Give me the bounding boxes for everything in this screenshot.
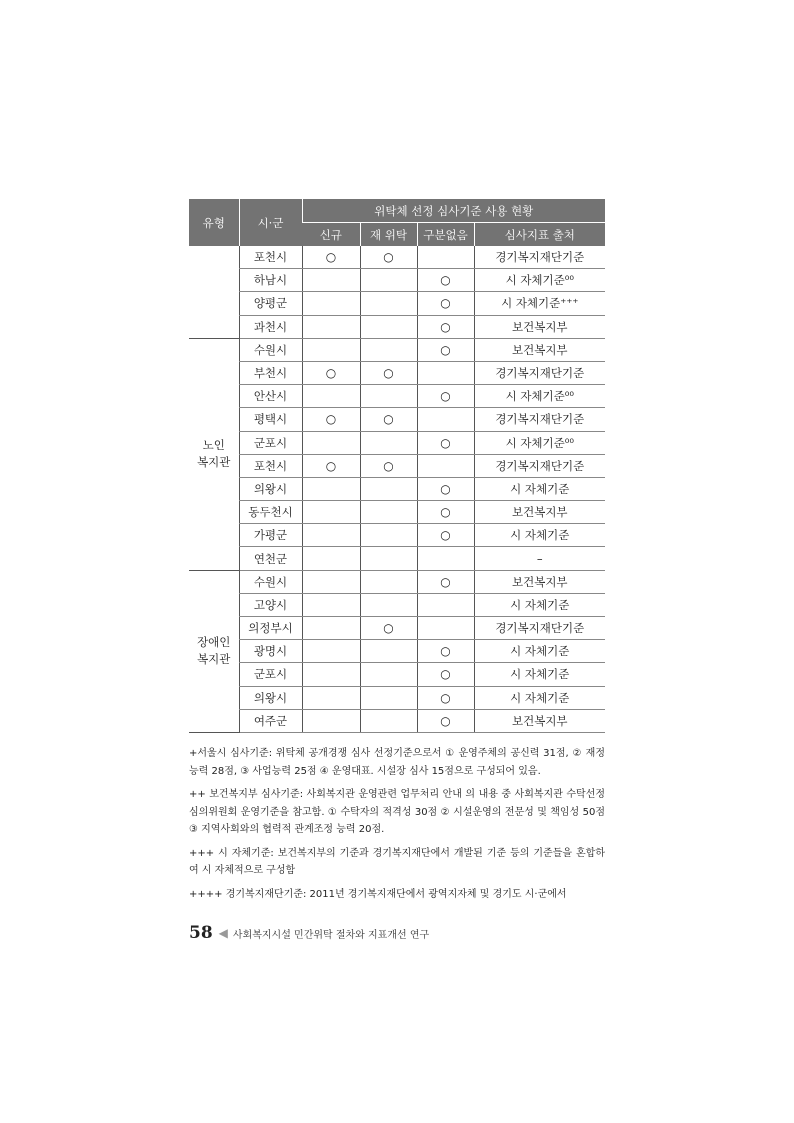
new-cell: ○ <box>302 361 360 384</box>
none-cell <box>417 408 474 431</box>
facility-type-cell: 노인 복지관 <box>189 338 239 570</box>
table-row <box>189 686 605 709</box>
table-row <box>189 547 605 570</box>
city-cell: 포천시 <box>239 454 302 477</box>
footnote: +++ 시 자체기준: 보건복지부의 기준과 경기복지재단에서 개발된 기준 등의 기준들을 혼합하여 시 자체적으로 구성함 <box>189 847 605 876</box>
new-cell <box>302 709 360 732</box>
new-cell <box>302 431 360 454</box>
city-cell: 과천시 <box>239 315 302 338</box>
new-cell <box>302 686 360 709</box>
review-criteria-table <box>189 199 605 733</box>
none-cell: ○ <box>417 269 474 292</box>
none-cell: ○ <box>417 501 474 524</box>
table-row <box>189 640 605 663</box>
city-cell: 군포시 <box>239 431 302 454</box>
renew-cell <box>360 547 417 570</box>
table-row <box>189 617 605 640</box>
renew-cell <box>360 524 417 547</box>
new-cell <box>302 477 360 500</box>
none-cell: ○ <box>417 385 474 408</box>
new-cell <box>302 570 360 593</box>
renew-cell <box>360 385 417 408</box>
source-cell: 시 자체기준 <box>474 663 605 686</box>
new-cell: ○ <box>302 246 360 269</box>
table-row <box>189 454 605 477</box>
header-renew: 재 위탁 <box>360 223 417 247</box>
source-cell: 보건복지부 <box>474 501 605 524</box>
source-cell: 경기복지재단기준 <box>474 454 605 477</box>
city-cell: 의왕시 <box>239 477 302 500</box>
none-cell: ○ <box>417 477 474 500</box>
table-row <box>189 269 605 292</box>
city-cell: 안산시 <box>239 385 302 408</box>
table-row <box>189 524 605 547</box>
new-cell <box>302 524 360 547</box>
footnote: ++++ 경기복지재단기준: 2011년 경기복지재단에서 광역지자체 및 경기도 시·군에서 <box>189 888 567 900</box>
new-cell <box>302 501 360 524</box>
source-cell: 시 자체기준⁰⁰ <box>474 269 605 292</box>
table-row <box>189 385 605 408</box>
city-cell: 고양시 <box>239 593 302 616</box>
table-row <box>189 593 605 616</box>
none-cell <box>417 454 474 477</box>
none-cell: ○ <box>417 292 474 315</box>
source-cell: 시 자체기준 <box>474 686 605 709</box>
none-cell: ○ <box>417 640 474 663</box>
source-cell: 경기복지재단기준 <box>474 361 605 384</box>
renew-cell: ○ <box>360 454 417 477</box>
header-group: 위탁체 선정 심사기준 사용 현황 <box>302 199 605 223</box>
none-cell: ○ <box>417 663 474 686</box>
source-cell: 보건복지부 <box>474 338 605 361</box>
city-cell: 여주군 <box>239 709 302 732</box>
new-cell <box>302 269 360 292</box>
source-cell: 보건복지부 <box>474 315 605 338</box>
none-cell <box>417 361 474 384</box>
none-cell: ○ <box>417 524 474 547</box>
new-cell <box>302 292 360 315</box>
renew-cell <box>360 477 417 500</box>
renew-cell <box>360 269 417 292</box>
renew-cell <box>360 593 417 616</box>
renew-cell <box>360 501 417 524</box>
new-cell <box>302 593 360 616</box>
table-row <box>189 246 605 269</box>
renew-cell <box>360 431 417 454</box>
city-cell: 양평군 <box>239 292 302 315</box>
new-cell: ○ <box>302 408 360 431</box>
source-cell: 시 자체기준 <box>474 477 605 500</box>
renew-cell <box>360 663 417 686</box>
facility-type-cell: 장애인 복지관 <box>189 570 239 732</box>
source-cell: 시 자체기준 <box>474 524 605 547</box>
renew-cell <box>360 709 417 732</box>
new-cell <box>302 315 360 338</box>
none-cell: ○ <box>417 709 474 732</box>
footnote: ++ 보건복지부 심사기준: 사회복지관 운영관련 업무처리 안내 의 내용 중 사회복지관 수탁선정심의위원회 운영기준을 참고함. ① 수탁자의 적격성 30점 ② 시설운영의 전문성 및 책임성 50점 ③ 지역사회와의 협력적 관계조정 능력 20점. <box>189 789 605 835</box>
table-row <box>189 477 605 500</box>
source-cell: 시 자체기준 <box>474 640 605 663</box>
city-cell: 광명시 <box>239 640 302 663</box>
city-cell: 의정부시 <box>239 617 302 640</box>
none-cell: ○ <box>417 686 474 709</box>
source-cell: 보건복지부 <box>474 709 605 732</box>
renew-cell: ○ <box>360 617 417 640</box>
city-cell: 수원시 <box>239 570 302 593</box>
new-cell <box>302 640 360 663</box>
source-cell: 경기복지재단기준 <box>474 408 605 431</box>
table-row <box>189 501 605 524</box>
none-cell: ○ <box>417 431 474 454</box>
table-row <box>189 431 605 454</box>
source-cell: 시 자체기준⁺⁺⁺ <box>474 292 605 315</box>
renew-cell: ○ <box>360 246 417 269</box>
new-cell <box>302 338 360 361</box>
new-cell <box>302 547 360 570</box>
none-cell <box>417 246 474 269</box>
source-cell: 보건복지부 <box>474 570 605 593</box>
table-row <box>189 408 605 431</box>
facility-type-cell <box>189 246 239 338</box>
renew-cell <box>360 570 417 593</box>
table-row <box>189 663 605 686</box>
new-cell <box>302 663 360 686</box>
none-cell <box>417 547 474 570</box>
city-cell: 수원시 <box>239 338 302 361</box>
source-cell: 경기복지재단기준 <box>474 617 605 640</box>
header-source: 심사지표 출처 <box>474 223 605 247</box>
table-row <box>189 315 605 338</box>
page-footer <box>189 923 429 943</box>
page-number: 58 <box>189 923 213 943</box>
renew-cell <box>360 292 417 315</box>
chevron-left-icon: ◀ <box>218 926 228 940</box>
source-cell: 경기복지재단기준 <box>474 246 605 269</box>
header-type: 유형 <box>189 199 239 246</box>
city-cell: 군포시 <box>239 663 302 686</box>
city-cell: 하남시 <box>239 269 302 292</box>
source-cell: 시 자체기준⁰⁰ <box>474 385 605 408</box>
header-none: 구분없음 <box>417 223 474 247</box>
footnotes <box>189 745 605 909</box>
source-cell: 시 자체기준 <box>474 593 605 616</box>
table-row <box>189 570 605 593</box>
source-cell: – <box>474 547 605 570</box>
table-row <box>189 709 605 732</box>
city-cell: 연천군 <box>239 547 302 570</box>
running-title: 사회복지시설 민간위탁 절차와 지표개선 연구 <box>232 929 430 941</box>
city-cell: 가평군 <box>239 524 302 547</box>
renew-cell <box>360 640 417 663</box>
none-cell: ○ <box>417 570 474 593</box>
city-cell: 동두천시 <box>239 501 302 524</box>
city-cell: 의왕시 <box>239 686 302 709</box>
none-cell <box>417 593 474 616</box>
table-body <box>189 246 605 732</box>
table-row <box>189 361 605 384</box>
header-new: 신규 <box>302 223 360 247</box>
table-row <box>189 338 605 361</box>
city-cell: 포천시 <box>239 246 302 269</box>
header-city: 시·군 <box>239 199 302 246</box>
city-cell: 부천시 <box>239 361 302 384</box>
footnote: +서울시 심사기준: 위탁체 공개경쟁 심사 선정기준으로서 ① 운영주체의 공신력 31점, ② 재정능력 28점, ③ 사업능력 25점 ④ 운영대표. 시설장 심사 15점으로 구성되어 있음. <box>189 748 605 777</box>
city-cell: 평택시 <box>239 408 302 431</box>
none-cell <box>417 617 474 640</box>
renew-cell <box>360 686 417 709</box>
renew-cell: ○ <box>360 408 417 431</box>
new-cell <box>302 617 360 640</box>
source-cell: 시 자체기준⁰⁰ <box>474 431 605 454</box>
new-cell <box>302 385 360 408</box>
renew-cell <box>360 338 417 361</box>
renew-cell <box>360 315 417 338</box>
table-row <box>189 292 605 315</box>
none-cell: ○ <box>417 338 474 361</box>
new-cell: ○ <box>302 454 360 477</box>
none-cell: ○ <box>417 315 474 338</box>
renew-cell: ○ <box>360 361 417 384</box>
